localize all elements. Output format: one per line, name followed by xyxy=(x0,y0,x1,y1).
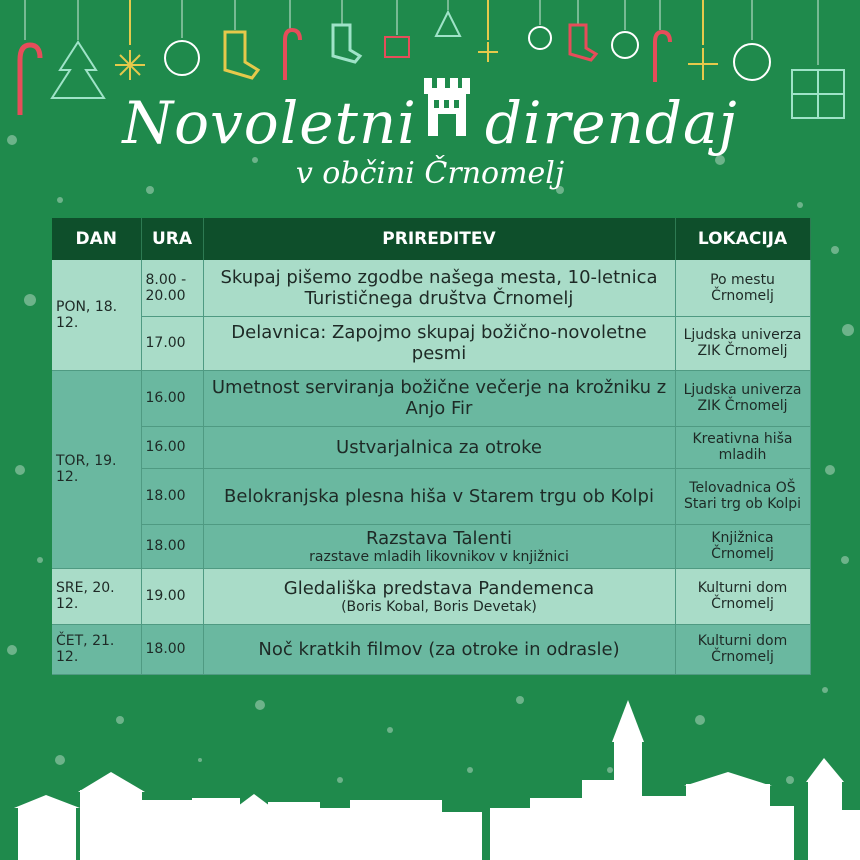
ornament-ball-3-icon xyxy=(612,0,638,58)
time-cell: 17.00 xyxy=(141,316,203,370)
time-cell: 16.00 xyxy=(141,426,203,468)
event-title: Ustvarjalnica za otroke xyxy=(336,436,542,458)
event-title: Skupaj pišemo zgodbe našega mesta, 10-letnica Turističnega društva Črnomelj xyxy=(220,266,658,309)
ornament-candy-cane-3 xyxy=(655,0,670,82)
event-title: Gledališka predstava Pandemenca xyxy=(283,577,595,599)
event-cell xyxy=(203,468,675,524)
event-cell xyxy=(203,624,675,674)
table-row xyxy=(52,370,810,426)
ornament-sock-2-icon xyxy=(333,0,360,62)
day-cell: SRE, 20. 12. xyxy=(52,568,141,624)
ornament-sock-icon xyxy=(225,0,258,78)
location-cell: Telovadnica OŠ Stari trg ob Kolpi xyxy=(675,468,810,524)
ornament-ball-2-icon xyxy=(529,0,551,49)
day-cell: TOR, 19. 12. xyxy=(52,370,141,568)
event-cell xyxy=(203,568,675,624)
location-cell: Po mestu Črnomelj xyxy=(675,260,810,316)
time-cell: 18.00 xyxy=(141,624,203,674)
location-cell: Kulturni dom Črnomelj xyxy=(675,568,810,624)
ornament-ball-icon xyxy=(165,0,199,75)
table-row xyxy=(52,426,810,468)
table-row xyxy=(52,624,810,674)
ornament-gift-icon xyxy=(385,0,409,57)
time-cell: 18.00 xyxy=(141,468,203,524)
day-cell: PON, 18. 12. xyxy=(52,260,141,370)
day-cell: ČET, 21. 12. xyxy=(52,624,141,674)
event-cell xyxy=(203,316,675,370)
title-subtitle: v občini Črnomelj xyxy=(295,156,565,191)
table-row xyxy=(52,568,810,624)
event-cell xyxy=(203,524,675,568)
location-cell: Ljudska univerza ZIK Črnomelj xyxy=(675,316,810,370)
time-cell: 18.00 xyxy=(141,524,203,568)
event-title: Delavnica: Zapojmo skupaj božično-novoletne pesmi xyxy=(231,322,647,364)
ornament-tree-2-icon xyxy=(436,0,460,36)
event-cell xyxy=(203,426,675,468)
event-title: Umetnost serviranja božične večerje na krožniku z Anjo Fir xyxy=(211,377,667,419)
time-cell: 19.00 xyxy=(141,568,203,624)
event-title: Noč kratkih filmov (za otroke in odrasle) xyxy=(258,638,620,660)
table-row xyxy=(52,316,810,370)
table-row xyxy=(52,260,810,316)
location-cell: Kulturni dom Črnomelj xyxy=(675,624,810,674)
title-part2: direndaj xyxy=(484,89,738,157)
header-event: PRIREDITEV xyxy=(203,218,675,260)
location-cell: Kreativna hiša mladih xyxy=(675,426,810,468)
ornament-tree-icon xyxy=(52,0,104,98)
ornament-ball-4-icon xyxy=(734,0,770,80)
event-note: razstave mladih likovnikov v knjižnici xyxy=(309,548,569,565)
table-row xyxy=(52,468,810,524)
event-note: (Boris Kobal, Boris Devetak) xyxy=(341,598,537,615)
ornament-star-2-icon xyxy=(478,0,498,62)
schedule-table xyxy=(52,218,811,675)
ornament-candy-cane-2 xyxy=(285,0,300,80)
time-cell: 16.00 xyxy=(141,370,203,426)
ornament-star-icon xyxy=(115,0,145,80)
table-row xyxy=(52,524,810,568)
ornament-star-3-icon xyxy=(688,0,718,80)
town-silhouette xyxy=(14,700,860,860)
header-location: LOKACIJA xyxy=(675,218,810,260)
time-cell: 8.00 - 20.00 xyxy=(141,260,203,316)
event-title: Razstava Talenti xyxy=(365,527,513,549)
event-cell xyxy=(203,370,675,426)
table-header-row xyxy=(52,218,810,260)
location-cell: Knjižnica Črnomelj xyxy=(675,524,810,568)
header-time: URA xyxy=(141,218,203,260)
ornament-sock-3-icon xyxy=(570,0,596,60)
title-part1: Novoletni xyxy=(122,89,417,157)
castle-logo-icon xyxy=(424,78,470,136)
location-cell: Ljudska univerza ZIK Črnomelj xyxy=(675,370,810,426)
header-day: DAN xyxy=(52,218,141,260)
event-cell xyxy=(203,260,675,316)
event-title: Belokranjska plesna hiša v Starem trgu ob Kolpi xyxy=(224,485,654,507)
